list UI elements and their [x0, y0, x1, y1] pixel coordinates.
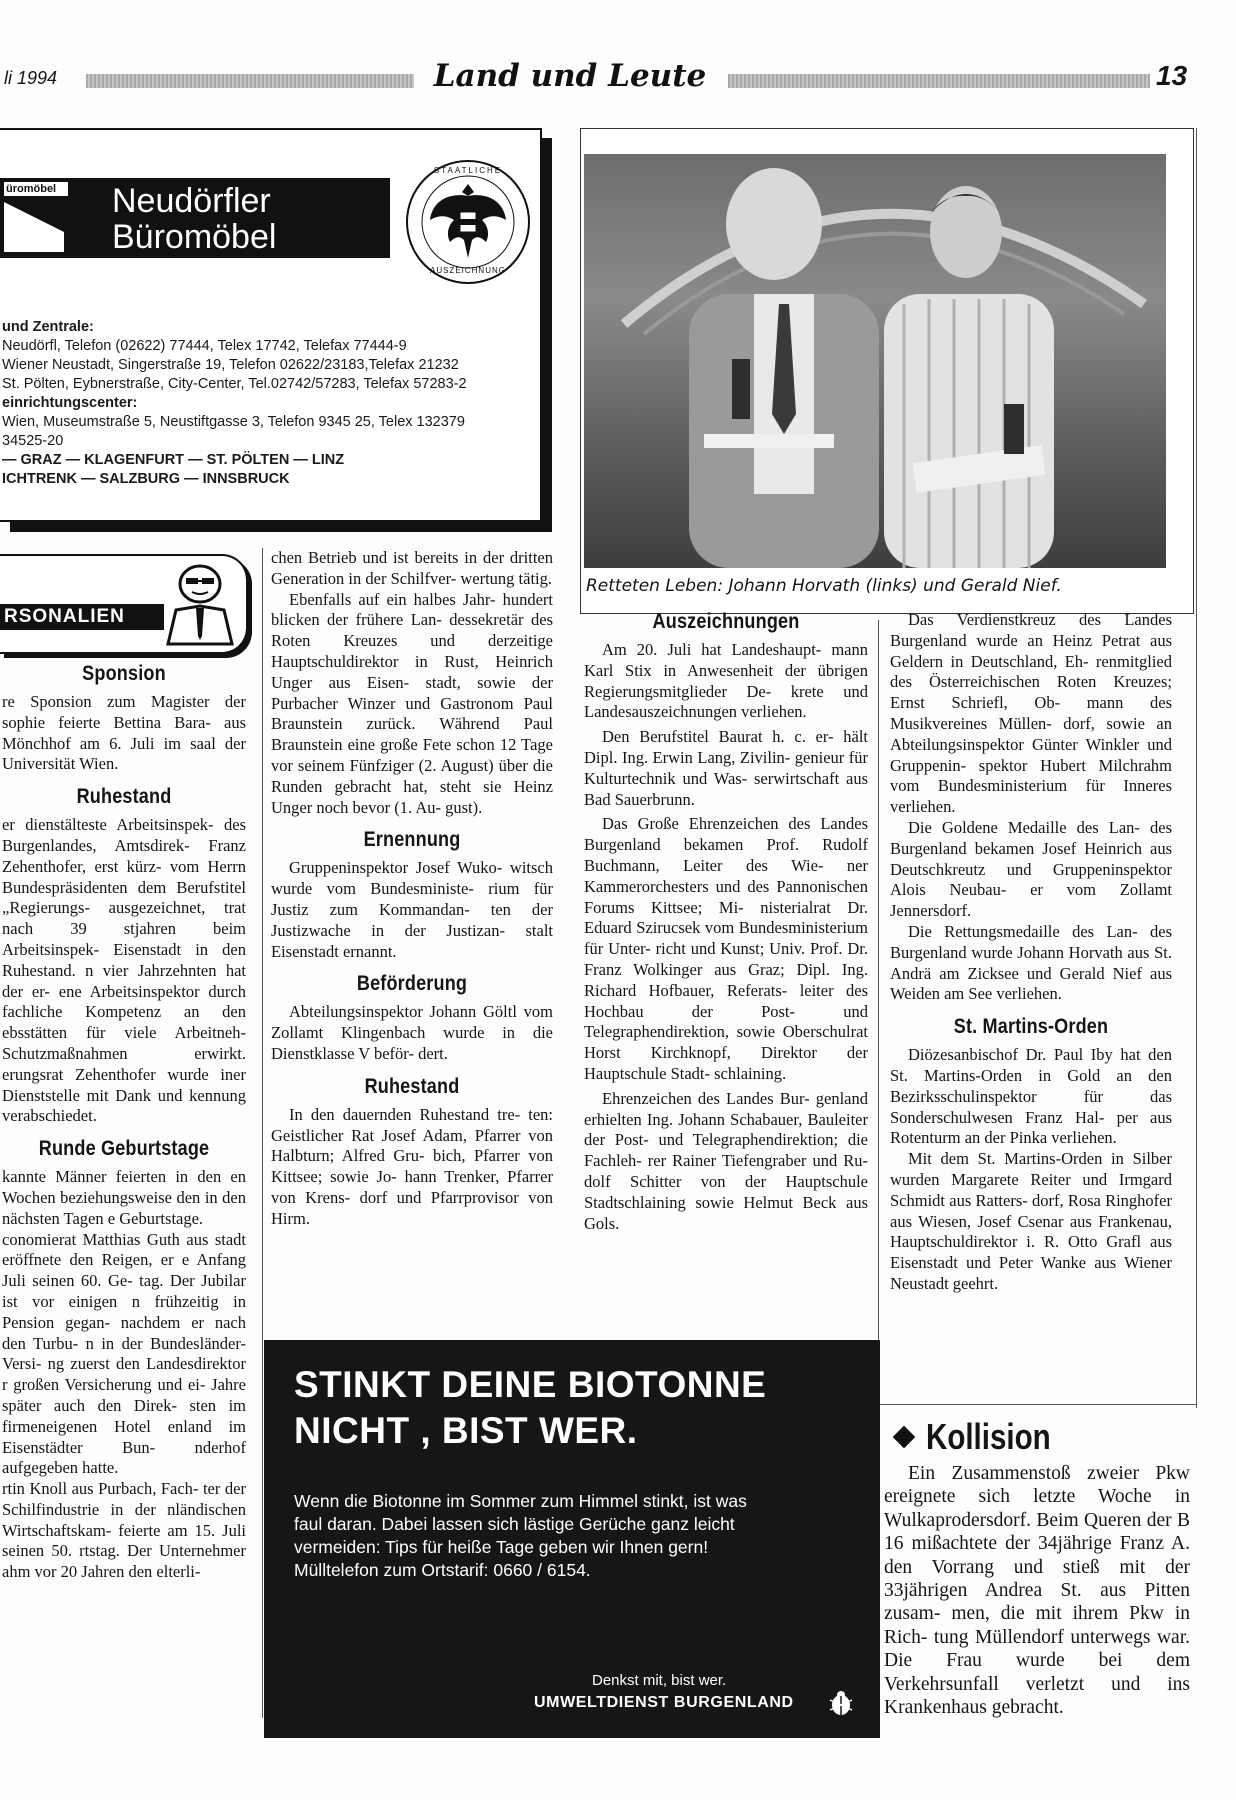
moebel-logo	[0, 178, 390, 258]
text-goldene-medaille: Die Goldene Medaille des Lan- des Burgenland bekamen Josef Heinrich aus Deutschkreutz und Gruppeninspektor Alois Neubau- er vom Zollamt Jennersdorf.	[890, 817, 1172, 921]
address-line: St. Pölten, Eybnerstraße, City-Center, Tel.02742/57283, Telefax 57283-2	[2, 376, 467, 392]
moebel-logo-mark	[4, 202, 64, 252]
rule-col3	[878, 620, 879, 1400]
kollision-text: Ein Zusammenstoß zweier Pkw ereignete sich letzte Woche in Wulkaprodersdorf. Beim Queren der B 16 mißachtete der 34jährige Franz A. den Vorrang und stieß mit der 33jährigen Andrea St. aus Pitten zusam- men, die mit ihrem Pkw in Rich- tung Müllendorf unterwegs war. Die Frau wurde bei dem Verkehrsunfall verletzt und ins Krankenhaus gebracht.	[884, 1463, 1190, 1719]
address-line: Neudörfl, Telefon (02622) 77444, Telex 17742, Telefax 77444-9	[2, 338, 407, 354]
text-rettungsmedaille: Die Rettungsmedaille des Lan- des Burgenland wurde Johann Horvath aus St. Andrä am Zicksee und Gerald Nief aus Weiden am See verliehen.	[890, 921, 1172, 1004]
address-line: ICHTRENK — SALZBURG — INNSBRUCK	[2, 471, 290, 487]
address-line: und Zentrale:	[2, 319, 94, 335]
kollision	[884, 1416, 1190, 1719]
text-auszeichnungen-1: Am 20. Juli hat Landeshaupt- mann Karl Stix in Anwesenheit der übrigen Regierungsmitglieder De- krete und Landesauszeichnungen verliehen.	[584, 640, 868, 722]
biotonne-ad	[264, 1340, 880, 1738]
personalien-banner	[0, 554, 246, 650]
kollision-heading	[884, 1416, 1190, 1458]
state-seal	[406, 160, 530, 284]
text-ruhestand: er dienstälteste Arbeitsinspek- des Burgenlandes, Amtsdirek- Franz Zehenthofer, erst kürz- vom Herrn Bundespräsidenten dem Berufstitel „Regierungs- ausgezeichnet, trat nach 39 stjahren beim Arbeitsinspek- Eisenstadt in den Ruhestand. n vier Jahrzehnten hat der er- ene Arbeitsinspektor durch fachliche Kompetenz an den ebsstätten für viele Arbeitneh- Schutzmaßnahmen erwirkt. erungsrat Zehenthofer wurde iner Dienststelle mit Dank und kennung verabschiedet.	[2, 815, 246, 1126]
seal-text-top: STAATLICHE	[433, 166, 503, 175]
rule-kollision-top	[880, 1404, 1196, 1405]
moebel-ad	[0, 128, 542, 522]
heading-ruhestand-2: Ruhestand	[364, 1074, 460, 1098]
text-geburtstage-1: kannte Männer feierten in den en Wochen beziehungsweise den in den nächsten Tagen e Geburtstage.	[2, 1167, 246, 1228]
address-line: — GRAZ — KLAGENFURT — ST. PÖLTEN — LINZ	[2, 452, 345, 468]
text-sponsion: re Sponsion zum Magister der sophie feierte Bettina Bara- aus Mönchhof am 6. Juli im saal der Universität Wien.	[2, 692, 246, 774]
address-line: einrichtungscenter:	[2, 395, 138, 411]
moebel-addresses	[2, 318, 532, 489]
moebel-name-line1: Neudörfler	[112, 182, 271, 220]
address-line: Wien, Museumstraße 5, Neustiftgasse 3, Telefon 9345 25, Telex 132379	[2, 414, 465, 430]
kollision-title: Kollision	[926, 1416, 1051, 1457]
heading-befoerderung: Beförderung	[356, 972, 468, 996]
heading-sponsion: Sponsion	[82, 662, 166, 685]
text-geburtstage-3: rtin Knoll aus Purbach, Fach- ter der Schilfindustrie in der nländischen Wirtschaftskam- feierte am 15. Juli seinen 50. rtstag. Der Unternehmer ahm vor 20 Jahren den elterli-	[2, 1479, 246, 1582]
masthead: Land und Leute	[433, 58, 707, 94]
moebel-name-line2: Büromöbel	[112, 218, 277, 256]
bio-headline-1: STINKT DEINE BIOTONNE	[294, 1364, 767, 1405]
moebel-logo-tag: üromöbel	[4, 182, 68, 196]
heading-geburtstage: Runde Geburtstage	[38, 1137, 210, 1161]
issue-date: li 1994	[4, 68, 58, 88]
address-line: Wiener Neustadt, Singerstraße 19, Telefon 02622/23183,Telefax 21232	[2, 357, 459, 373]
column-2	[271, 548, 553, 1230]
text-verdienstkreuz: Das Verdienstkreuz des Landes Burgenland wurde an Heinz Petrat aus Geldern in Deutschland, Eh- renmitglied des Österreichischen Roten Kreuzes; Ernst Schriefl, Ob- mann des Musikvereines Müllen- dorf, sowie an Abteilungsinspektor Günter Winkler und Gruppenin- spektor Hubert Milchrahm vom Bundesministerium für Inneres verliehen.	[890, 610, 1172, 817]
column-4	[890, 610, 1172, 1295]
address-line: 34525-20	[2, 433, 64, 449]
text-geburtstage-2: conomierat Matthias Guth aus stadt eröffnete den Reigen, er e Anfang Juli seinen 60. Ge- tag. Der Jubilar ist vor einigen n frühzeitig in Pension gegan- nachdem er nach den Turbu- n in der Bundesländer-Versi- ng zuerst den Landesdirektor r großen Versicherung und ei- Jahre später auch den Direk- sten im firmeneigenen Hotel enland im Eisenstädter Bun- nderhof aufgegeben hatte.	[2, 1229, 246, 1478]
heading-ernennung: Ernennung	[363, 828, 461, 852]
photo-scene	[584, 154, 1166, 568]
bio-body: Wenn die Biotonne im Sommer zum Himmel stinkt, ist was faul daran. Dabei lassen sich lästige Gerüche ganz leicht vermeiden: Tips für heiße Tage geben wir Ihnen gern! Mülltelefon zum Ortstarif: 0660 / 6154.	[294, 1491, 747, 1580]
heading-auszeichnungen: Auszeichnungen	[652, 610, 800, 633]
award-photo	[584, 154, 1166, 568]
text-auszeichnungen-4: Ehrenzeichen des Landes Bur- genland erhielten Ing. Johann Schabauer, Bauleiter der Post- und Telegraphendirektion; die Fachleh- rer Rainer Tiefengraber und Ru- dolf Schitter von der Hauptschule Stadtschlaining sowie Helmut Beck aus Gols.	[584, 1088, 868, 1233]
heading-martins-orden: St. Martins-Orden	[953, 1015, 1109, 1039]
text-betrieb: chen Betrieb und ist bereits in der dritten Generation in der Schilfver- wertung tätig.	[271, 548, 553, 588]
photo-caption: Retteten Leben: Johann Horvath (links) und Gerald Nief.	[586, 576, 1062, 596]
heading-ruhestand: Ruhestand	[76, 785, 172, 809]
bio-org: UMWELTDIENST BURGENLAND	[534, 1694, 794, 1711]
text-ernennung: Gruppeninspektor Josef Wuko- witsch wurde vom Bundesministe- rium für Justiz zum Kommandan- ten der Justizwache in der Justizan- stalt Eisenstadt ernannt.	[271, 858, 553, 961]
text-martins-silber: Mit dem St. Martins-Orden in Silber wurden Margarete Reiter und Irmgard Schmidt aus Ratters- dorf, Rosa Ringhofer aus Wiesen, Josef Csenar aus Frankenau, Hauptschuldirektor i. R. Otto Grafl aus Eisenstadt und Peter Wanke aus Wiener Neustadt geehrt.	[890, 1149, 1172, 1293]
rule-col1	[262, 548, 263, 1718]
text-auszeichnungen-2: Den Berufstitel Baurat h. c. er- hält Dipl. Ing. Erwin Lang, Zivilin- genieur für Kulturtechnik und Was- serwirtschaft aus Bad Sauerbrunn.	[584, 727, 868, 809]
text-unger: Ebenfalls auf ein halbes Jahr- hundert blicken der frühere Lan- dessekretär des Roten Kreuzes und derzeitige Hauptschuldirektor in Rust, Heinrich Unger aus Eisen- stadt, sowie der Purbacher Winzer und Gastronom Paul Braunstein zurück. Während Paul Braunstein eine große Fete schon 12 Tage vor seinem Fünfziger (2. August) über die Runden gebracht hat, steht sie Heinz Unger noch bevor (1. Au- gust).	[271, 589, 553, 817]
bug-icon	[826, 1688, 856, 1718]
bio-headline-2: NICHT , BIST WER.	[294, 1410, 638, 1451]
text-ruhestand-2: In den dauernden Ruhestand tre- ten: Geistlicher Rat Josef Adam, Pfarrer von Halbturn; Alfred Gru- bich, Pfarrer von Kittsee; sowie Jo- hann Trenker, Pfarrer von Krens- dorf und Pfarrprovisor von Hirm.	[271, 1104, 553, 1228]
text-martins-gold: Diözesanbischof Dr. Paul Iby hat den St. Martins-Orden in Gold an den Bezirksschulinspektor für das Sonderschulwesen Franz Hal- per aus Rotenturm an der Pinka verliehen.	[890, 1045, 1172, 1148]
rule-right-border	[1196, 128, 1197, 1408]
text-befoerderung: Abteilungsinspektor Johann Göltl vom Zollamt Klingenbach wurde in die Dienstklasse V beför- dert.	[271, 1002, 553, 1063]
diamond-icon	[893, 1426, 916, 1449]
page-number: 13	[1156, 60, 1188, 91]
austrian-eagle-icon	[408, 162, 528, 282]
bio-slogan: Denkst mit, bist wer.	[592, 1672, 727, 1689]
text-auszeichnungen-3: Das Große Ehrenzeichen des Landes Burgenland bekamen Prof. Rudolf Buchmann, Leiter des Wie- ner Kammerorchesters und des Pannonischen Forums Kittsee; Mi- nisterialrat Dr. Eduard Szirucsek vom Bundesministerium für Unter- richt und Kunst; Univ. Prof. Dr. Franz Wolkinger aus Graz; Dipl. Ing. Richard Hofbauer, Referats- leiter des Hochbau der Post- und Telegraphendirektion, sowie Oberschulrat Horst Kirchknopf, Direktor der Hauptschule Stadt- schlaining.	[584, 814, 868, 1083]
column-3	[584, 606, 868, 1234]
personalien-label: RSONALIEN	[0, 604, 164, 630]
header-band-left	[86, 74, 414, 88]
column-1	[2, 658, 246, 1583]
person-icon	[160, 562, 240, 646]
header-band-right	[728, 74, 1150, 88]
seal-text-bottom: AUSZEICHNUNG	[429, 266, 506, 275]
